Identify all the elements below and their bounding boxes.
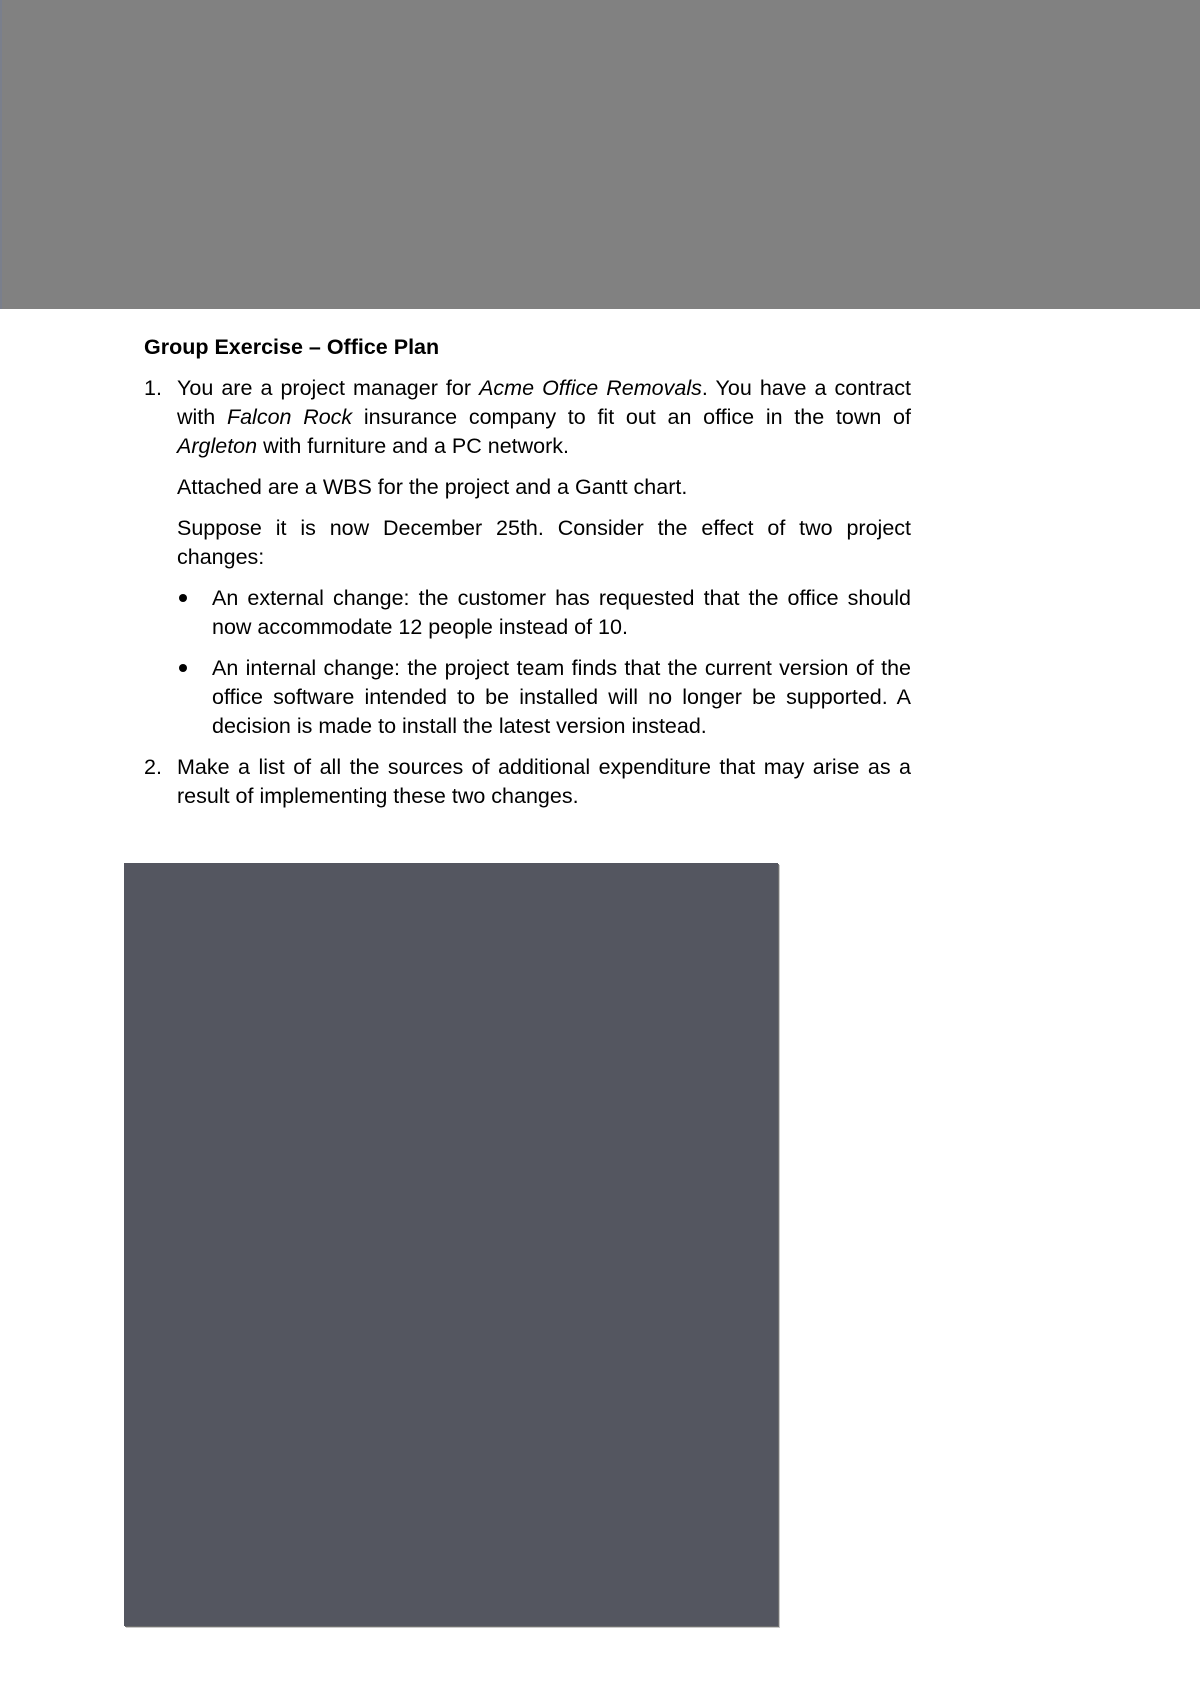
company-name: Acme Office Removals [479,376,702,400]
intro-paragraph: You are a project manager for Acme Office Removals. You have a contract with Falcon Rock insurance company to fit out an office in the town of Argleton with furniture and a PC network. [177,376,911,458]
list-item-1 [144,374,911,741]
exercise-heading: Group Exercise – Office Plan [144,335,440,359]
town-name: Argleton [177,434,258,458]
list-number: 1. [144,376,162,400]
list-number: 2. [144,755,162,779]
bullet-icon [179,594,187,602]
attached-image [124,863,778,1626]
bullet-icon [179,664,187,672]
suppose-paragraph: Suppose it is now December 25th. Consider the effect of two project changes: [177,516,911,569]
bullet-item-external: An external change: the customer has requested that the office should now accommodate 12 people instead of 10. [177,584,911,642]
attached-paragraph: Attached are a WBS for the project and a Gantt chart. [177,475,688,499]
task-paragraph: Make a list of all the sources of additional expenditure that may arise as a result of implementing these two changes. [177,755,911,808]
document-body [144,333,911,823]
client-name: Falcon Rock [226,405,353,429]
bullet-item-internal: An internal change: the project team finds that the current version of the office software intended to be installed will no longer be supported. A decision is made to install the latest version instead. [177,654,911,741]
header-banner-image [0,0,1200,309]
list-item-2 [144,753,911,811]
